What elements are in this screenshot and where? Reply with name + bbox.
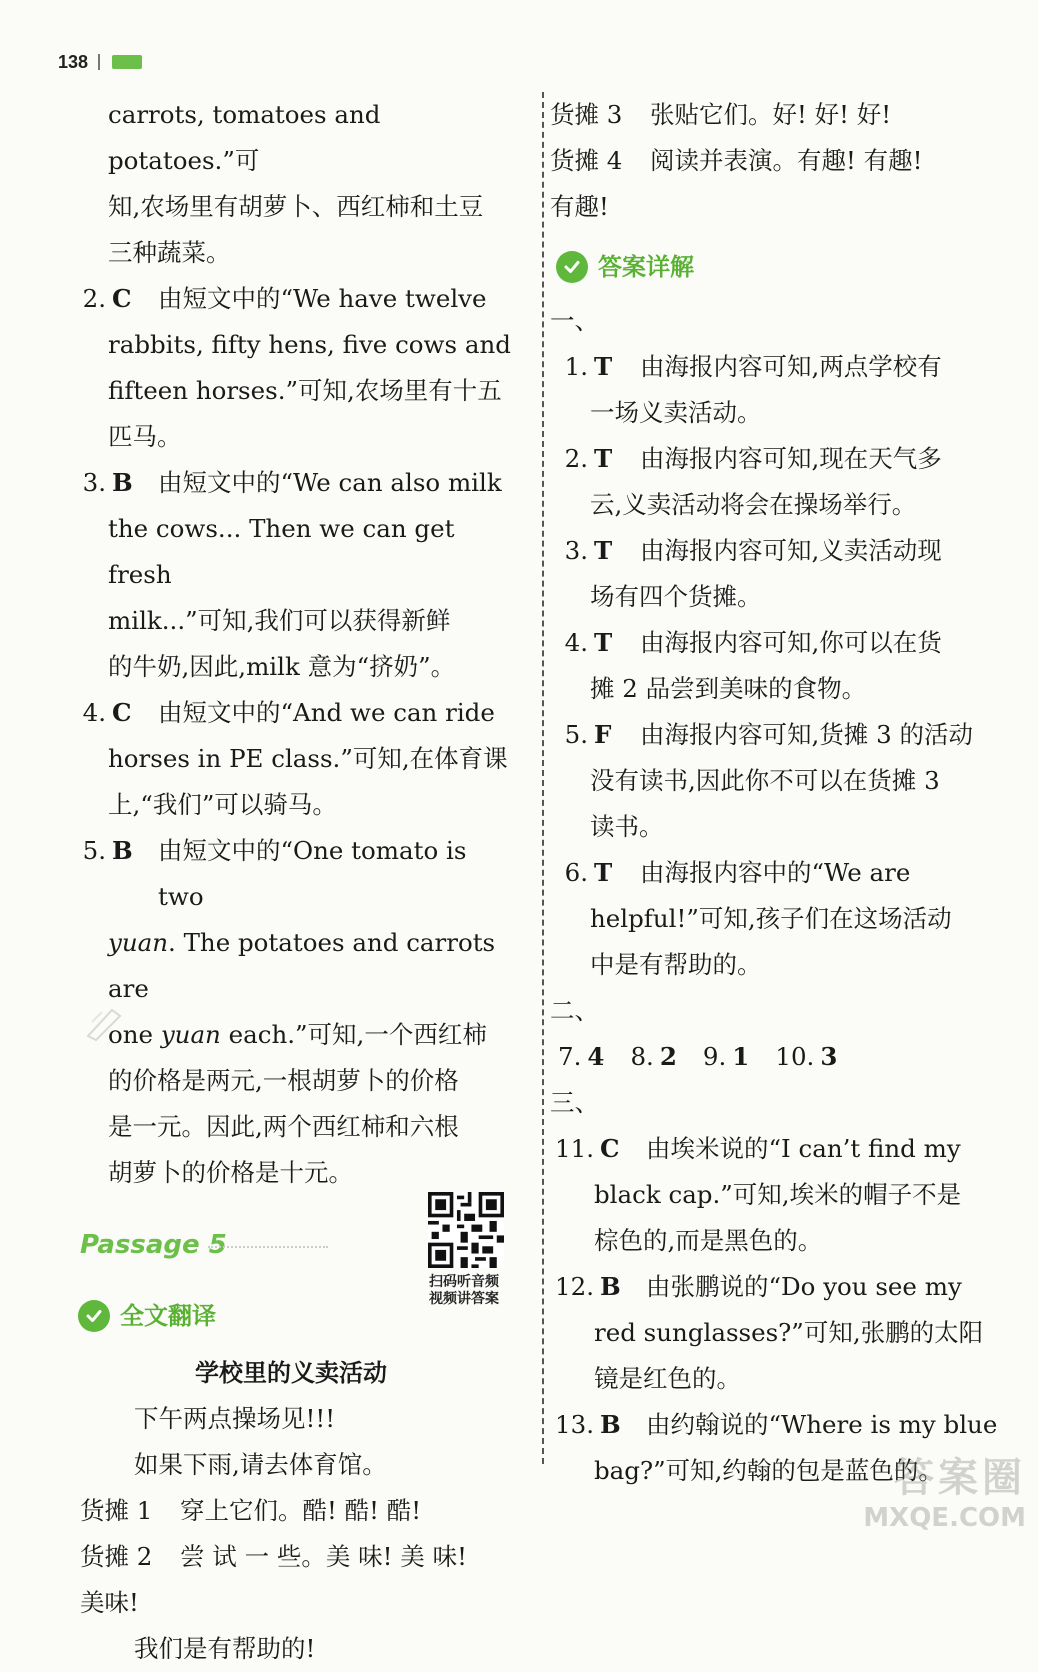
booth-text: 张贴它们。好! 好! 好! xyxy=(650,100,892,129)
item-answer: C xyxy=(112,284,132,313)
item-number: 4. xyxy=(564,628,588,657)
item-text-line: helpful!”可知,孩子们在这场活动 xyxy=(590,904,952,933)
answer-item xyxy=(68,460,514,506)
answer-item xyxy=(550,528,1000,574)
site-watermark xyxy=(838,1446,1026,1533)
item-text-line: 棕色的,而是黑色的。 xyxy=(594,1226,823,1255)
poster-line: 下午两点操场见!!! xyxy=(134,1404,336,1433)
item-number: 2. xyxy=(82,284,106,313)
page-header xyxy=(58,50,142,74)
watermark-url: MXQE.COM xyxy=(863,1503,1026,1533)
item-text-line: milk...”可知,我们可以获得新鲜 xyxy=(108,606,451,635)
item-text: 由海报内容可知,两点学校有 xyxy=(640,352,942,381)
qr-caption-line: 扫码听音频 xyxy=(429,1274,499,1290)
item-text-line: bag?”可知,约翰的包是蓝色的。 xyxy=(594,1456,943,1485)
item-answer: T xyxy=(594,858,613,887)
item-text-line: 是一元。因此,两个西红柿和六根 xyxy=(108,1112,459,1141)
booth-continuation: 有趣! xyxy=(550,192,609,221)
poster-line: 如果下雨,请去体育馆。 xyxy=(134,1450,387,1479)
page-number: 138 xyxy=(58,51,89,72)
qr-code-icon[interactable] xyxy=(428,1192,504,1268)
passage-title: Passage 5 xyxy=(80,1230,227,1260)
section-label: 二、 xyxy=(550,996,599,1025)
item1-continuation-line: 三种蔬菜。 xyxy=(108,238,231,267)
item-text: 由短文中的“One tomato is two xyxy=(158,836,467,911)
translation-label: 全文翻译 xyxy=(120,1302,216,1330)
item-answer: C xyxy=(112,698,132,727)
answers-heading xyxy=(556,240,1000,294)
item-answer: B xyxy=(600,1410,621,1439)
booth-continuation: 美味! xyxy=(80,1588,139,1617)
booth-text: 尝 试 一 些。美 味! 美 味! xyxy=(180,1542,467,1571)
column-divider xyxy=(542,92,544,1464)
item-answer: B xyxy=(600,1272,621,1301)
item-number: 5. xyxy=(82,836,106,865)
item-number: 11. xyxy=(555,1134,594,1163)
item-answer: B xyxy=(112,836,133,865)
left-column xyxy=(68,92,514,1672)
item-number: 13. xyxy=(555,1410,594,1439)
item-number: 8. xyxy=(630,1042,654,1071)
answer-item xyxy=(550,850,1000,896)
passage-heading-row xyxy=(68,1196,514,1307)
item-text-line: 中是有帮助的。 xyxy=(590,950,762,979)
item1-continuation-line: 知,农场里有胡萝卜、西红柿和土豆 xyxy=(108,192,484,221)
item-text: 由约翰说的“Where is my blue xyxy=(646,1410,998,1439)
item-answer: B xyxy=(112,468,133,497)
item-number: 4. xyxy=(82,698,106,727)
item-text: 由海报内容中的“We are xyxy=(640,858,911,887)
pencil-sticker-icon xyxy=(82,1002,128,1042)
booth-label: 货摊 1 xyxy=(80,1496,153,1525)
item-text-line: 云,义卖活动将会在操场举行。 xyxy=(590,490,917,519)
item-answer: T xyxy=(594,444,613,473)
booth-label: 货摊 3 xyxy=(550,100,623,129)
item-text-fragment: one xyxy=(108,1020,161,1049)
item-text-line xyxy=(68,1012,514,1058)
item-text-line: horses in PE class.”可知,在体育课 xyxy=(108,744,508,773)
watermark-title: 答案圈 xyxy=(894,1455,1026,1501)
item-text: 由短文中的“And we can ride xyxy=(158,698,495,727)
item-number: 3. xyxy=(82,468,106,497)
item-answer: T xyxy=(594,536,613,565)
booth-line xyxy=(550,92,1000,138)
answer-item xyxy=(68,828,514,920)
fill-answers-row xyxy=(550,1034,1000,1080)
item-text-line: rabbits, fifty hens, five cows and xyxy=(108,330,511,359)
answer-item xyxy=(68,276,514,322)
item-text-line: black cap.”可知,埃米的帽子不是 xyxy=(594,1180,962,1209)
item-answer: 1 xyxy=(732,1042,750,1071)
answer-item xyxy=(550,712,1000,758)
answer-item xyxy=(550,436,1000,482)
item-answer: F xyxy=(594,720,612,749)
item-number: 3. xyxy=(564,536,588,565)
answer-item xyxy=(68,690,514,736)
header-divider xyxy=(98,54,100,70)
item-text-line: red sunglasses?”可知,张鹏的太阳 xyxy=(594,1318,984,1347)
item-number: 9. xyxy=(702,1042,727,1071)
item-text: 由张鹏说的“Do you see my xyxy=(646,1272,962,1301)
item-answer: 4 xyxy=(587,1042,605,1071)
item-answer: 2 xyxy=(659,1042,677,1071)
right-column xyxy=(550,92,1000,1494)
item-text-line: 的牛奶,因此,milk 意为“挤奶”。 xyxy=(108,652,456,681)
italic-yuan: yuan xyxy=(108,928,169,957)
booth-line xyxy=(80,1534,514,1580)
item-text-line: fifteen horses.”可知,农场里有十五 xyxy=(108,376,502,405)
section-label: 一、 xyxy=(550,306,599,335)
item-number: 10. xyxy=(775,1042,815,1071)
booth-text: 穿上它们。酷! 酷! 酷! xyxy=(180,1496,422,1525)
item-text-line: 镜是红色的。 xyxy=(594,1364,741,1393)
item-text-line: 一场义卖活动。 xyxy=(590,398,762,427)
article-title: 学校里的义卖活动 xyxy=(195,1359,387,1387)
booth-line xyxy=(80,1488,514,1534)
item-text-line: 上,“我们”可以骑马。 xyxy=(108,790,337,819)
item-text-line: 胡萝卜的价格是十元。 xyxy=(108,1158,353,1187)
item-answer: C xyxy=(600,1134,620,1163)
item-text-line: the cows... Then we can get fresh xyxy=(108,514,455,589)
item-text-fragment: each.”可知,一个西红柿 xyxy=(220,1020,487,1049)
qr-caption xyxy=(418,1274,510,1308)
check-circle-icon xyxy=(78,1300,110,1332)
answers-label: 答案详解 xyxy=(598,253,694,281)
item-text: 由海报内容可知,你可以在货 xyxy=(640,628,942,657)
answer-item xyxy=(550,344,1000,390)
item-text: 由海报内容可知,货摊 3 的活动 xyxy=(640,720,973,749)
item-number: 5. xyxy=(564,720,588,749)
answer-item xyxy=(550,620,1000,666)
item-text: 由埃米说的“I can’t find my xyxy=(646,1134,961,1163)
check-circle-icon xyxy=(556,251,588,283)
item-number: 6. xyxy=(564,858,588,887)
item-answer: T xyxy=(594,352,613,381)
poster-closing-line: 我们是有帮助的! xyxy=(134,1634,316,1663)
item-text-line: 匹马。 xyxy=(108,422,182,451)
item-text-line: 没有读书,因此你不可以在货摊 3 xyxy=(590,766,940,795)
answer-item xyxy=(550,1264,1000,1310)
item-answer: 3 xyxy=(820,1042,838,1071)
item-answer: T xyxy=(594,628,613,657)
passage-dotted-rule xyxy=(208,1246,328,1248)
item-text: 由海报内容可知,现在天气多 xyxy=(640,444,942,473)
booth-label: 货摊 4 xyxy=(550,146,623,175)
item1-continuation-line: carrots, tomatoes and potatoes.”可 xyxy=(108,100,381,175)
answer-item xyxy=(550,1126,1000,1172)
chapter-tab-mark xyxy=(112,55,142,69)
item-text: 由短文中的“We can also milk xyxy=(158,468,502,497)
item-text-line: 摊 2 品尝到美味的食物。 xyxy=(590,674,867,703)
qr-caption-line: 视频讲答案 xyxy=(429,1291,499,1307)
item-text: 由短文中的“We have twelve xyxy=(158,284,487,313)
item-text: 由海报内容可知,义卖活动现 xyxy=(640,536,942,565)
item-text-line: 读书。 xyxy=(590,812,664,841)
booth-line xyxy=(550,138,1000,184)
item-number: 2. xyxy=(564,444,588,473)
answer-item xyxy=(550,1402,1000,1448)
item-number: 7. xyxy=(558,1042,582,1071)
item-text-line: 场有四个货摊。 xyxy=(590,582,762,611)
section-label: 三、 xyxy=(550,1088,599,1117)
item-number: 12. xyxy=(555,1272,594,1301)
item-text-line xyxy=(68,920,514,1012)
item-text-line: 的价格是两元,一根胡萝卜的价格 xyxy=(108,1066,459,1095)
booth-label: 货摊 2 xyxy=(80,1542,153,1571)
item-number: 1. xyxy=(564,352,588,381)
item-text-fragment: . The potatoes and carrots are xyxy=(108,928,496,1003)
italic-yuan: yuan xyxy=(160,1020,221,1049)
booth-text: 阅读并表演。有趣! 有趣! xyxy=(650,146,923,175)
